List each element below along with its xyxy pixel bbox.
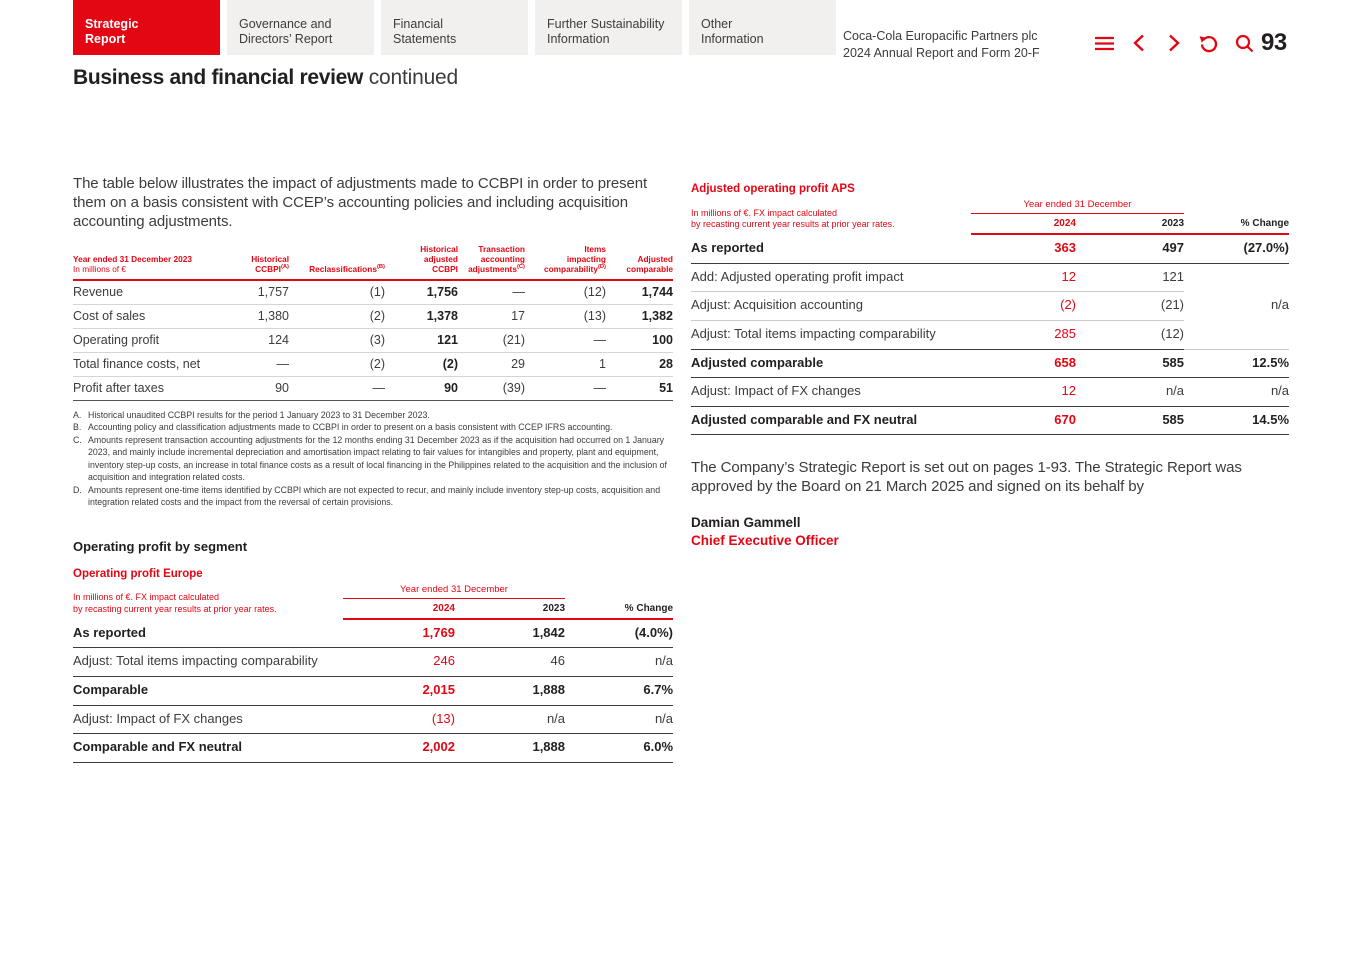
column-header-2023: 2023 bbox=[1076, 214, 1184, 235]
table-row: Adjust: Impact of FX changes 12 n/a n/a bbox=[691, 378, 1289, 407]
table-row: As reported 1,769 1,842 (4.0%) bbox=[73, 619, 673, 648]
table-row: Adjust: Total items impacting comparability 285 (12) bbox=[691, 320, 1289, 349]
tab-label: Governance and bbox=[239, 17, 332, 31]
operating-profit-europe-table bbox=[73, 584, 673, 763]
table-row: Adjust: Acquisition accounting (2) (21) bbox=[691, 292, 1289, 321]
signatory-title: Chief Executive Officer bbox=[691, 533, 839, 549]
column-header: Items impacting comparability$^{(D)}$ bbox=[525, 244, 606, 280]
footnotes bbox=[73, 409, 673, 509]
table-row: Cost of sales 1,380 (2) 1,378 17 (13) 1,382 bbox=[73, 304, 673, 328]
table-row: As reported 363 497 (27.0%) bbox=[691, 234, 1289, 263]
footnote-ref: (C) bbox=[516, 264, 525, 271]
page-title-bold: Business and financial review bbox=[73, 66, 364, 89]
tab-financial-statements[interactable] bbox=[381, 0, 528, 55]
column-header-2024: 2024 bbox=[343, 598, 455, 619]
tab-label: Information bbox=[547, 32, 610, 47]
tab-label: Information bbox=[701, 32, 764, 47]
search-icon[interactable] bbox=[1234, 33, 1254, 53]
header-toolbar bbox=[1094, 33, 1254, 53]
table-row: Comparable 2,015 1,888 6.7% bbox=[73, 676, 673, 705]
column-header: Transaction accounting adjustments$^{(C)}$ bbox=[458, 244, 525, 280]
column-header-2023: 2023 bbox=[455, 598, 565, 619]
column-header: Adjusted comparable bbox=[606, 244, 673, 280]
column-header-change: % Change bbox=[1184, 214, 1289, 235]
column-header-change: % Change bbox=[565, 598, 673, 619]
table-row: Total finance costs, net — (2) (2) 29 1 28 bbox=[73, 352, 673, 376]
tab-label: Other bbox=[701, 17, 733, 31]
content-columns bbox=[73, 175, 1365, 763]
year-ended-header: Year ended 31 December bbox=[343, 584, 565, 599]
year-ended-header: Year ended 31 December bbox=[971, 199, 1184, 214]
table-meta: Year ended 31 December 2023 In millions of € bbox=[73, 244, 221, 280]
menu-icon[interactable] bbox=[1094, 33, 1114, 53]
page-title-suffix: continued bbox=[363, 66, 459, 89]
signatory-name: Damian Gammell bbox=[691, 515, 801, 531]
chevron-right-icon[interactable] bbox=[1164, 33, 1184, 53]
tab-label: Further Sustainability bbox=[547, 17, 665, 31]
subsection-heading-operating-profit-europe: Operating profit Europe bbox=[73, 567, 203, 580]
table-header-row bbox=[691, 199, 1289, 214]
tab-label: Financial bbox=[393, 17, 444, 31]
column-header: Historical adjusted CCBPI bbox=[385, 244, 458, 280]
ccbpi-adjustments-table bbox=[73, 244, 673, 401]
section-tabs bbox=[73, 0, 836, 55]
page-number: 93 bbox=[1261, 29, 1287, 56]
adjusted-operating-profit-aps-table bbox=[691, 199, 1289, 435]
footnote: C. Amounts represent transaction accounting adjustments for the 12 months ending 31 December 2023 as if the acquisition had occurred on 1 January 2023, and mainly include incremental depreciation and amortisation impact relating to fair values for intangibles and property, plant and equipment, inventory step-up costs, an increase in total finance costs as a result of local financing in the Philippines related to the acquisition and the inclusion of acquisition and integration related costs. bbox=[73, 434, 667, 483]
table-row: Adjusted comparable 658 585 12.5% bbox=[691, 349, 1289, 378]
table-row: Adjust: Impact of FX changes (13) n/a n/a bbox=[73, 705, 673, 734]
report-brand-title: Coca-Cola Europacific Partners plc 2024 Annual Report and Form 20-F bbox=[843, 29, 1040, 60]
closing-paragraph: The Company’s Strategic Report is set out on pages 1-93. The Strategic Report was approved by the Board on 21 March 2025 and signed on its behalf by bbox=[691, 459, 1242, 496]
column-header-2024: 2024 bbox=[971, 214, 1076, 235]
tab-label: Statements bbox=[393, 32, 457, 47]
footnote-ref: (A) bbox=[280, 264, 289, 271]
footnote-ref: (B) bbox=[376, 264, 385, 271]
subsection-heading-adjusted-operating-profit-aps: Adjusted operating profit APS bbox=[691, 183, 855, 195]
footnote: B. Accounting policy and classification adjustments made to CCBPI in order to present on a basis consistent with CCEP IFRS accounting. bbox=[73, 422, 613, 433]
tab-label: Strategic bbox=[85, 17, 139, 31]
left-column bbox=[73, 175, 673, 763]
tab-label: Report bbox=[85, 32, 126, 47]
na-span-cell: n/a bbox=[1184, 263, 1289, 349]
section-heading-operating-profit-by-segment: Operating profit by segment bbox=[73, 538, 248, 554]
tab-further-sustainability-information[interactable] bbox=[535, 0, 682, 55]
column-header: Historical $CCBPI^{(A)}$ bbox=[221, 244, 289, 280]
chevron-left-icon[interactable] bbox=[1129, 33, 1149, 53]
right-column bbox=[691, 175, 1289, 763]
table-header-row bbox=[73, 584, 673, 599]
tab-governance-directors-report[interactable] bbox=[227, 0, 374, 55]
table-row: Adjust: Total items impacting comparability 246 46 n/a bbox=[73, 648, 673, 677]
tab-label: Directors’ Report bbox=[239, 32, 333, 47]
table-row: Comparable and FX neutral 2,002 1,888 6.0% bbox=[73, 734, 673, 763]
table-meta: In millions of €. FX impact calculated by recasting current year results at prior year rates. bbox=[691, 207, 895, 230]
table-meta: In millions of €. FX impact calculated by recasting current year results at prior year rates. bbox=[73, 592, 277, 614]
tab-other-information[interactable] bbox=[689, 0, 836, 55]
footnote-ref: (D) bbox=[597, 264, 606, 271]
footnote: D. Amounts represent one-time items identified by CCBPI which are not expected to recur, and mainly include inventory step-up costs, acquisition and integration related costs and the impact from the reversal of certain provisions. bbox=[73, 484, 661, 508]
page-title bbox=[73, 66, 1365, 90]
table-row: Revenue 1,757 (1) 1,756 — (12) 1,744 bbox=[73, 280, 673, 305]
table-row: Operating profit 124 (3) 121 (21) — 100 bbox=[73, 328, 673, 352]
table-row: Profit after taxes 90 — 90 (39) — 51 bbox=[73, 376, 673, 400]
top-navigation-bar bbox=[0, 0, 1365, 60]
table-row: Add: Adjusted operating profit impact 12 121 n/a bbox=[691, 263, 1289, 292]
table-row: Adjusted comparable and FX neutral 670 585 14.5% bbox=[691, 406, 1289, 435]
footnote: A. Historical unaudited CCBPI results for the period 1 January 2023 to 31 December 2023. bbox=[73, 409, 430, 420]
intro-paragraph: The table below illustrates the impact of adjustments made to CCBPI in order to present them on a basis consistent with CCEP’s accounting policies and including acquisition accounting adjustments. bbox=[73, 175, 648, 230]
column-header: Reclassifications$^{(B)}$ bbox=[289, 244, 385, 280]
spacer-cell bbox=[1184, 199, 1289, 214]
spacer-cell bbox=[565, 584, 673, 599]
undo-icon[interactable] bbox=[1199, 33, 1219, 53]
tab-strategic-report[interactable] bbox=[73, 0, 220, 55]
table-header-row bbox=[73, 244, 673, 280]
